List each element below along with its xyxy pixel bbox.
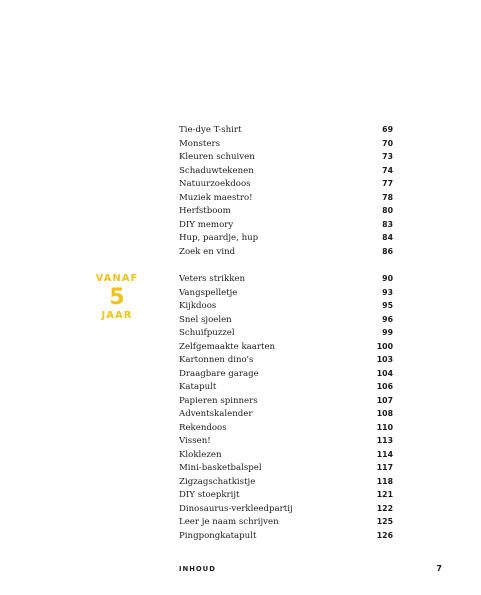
toc-entry-page-number: 103 [376,355,393,364]
toc-entry-title: Mini-basketbalspel [179,463,262,473]
toc-entry-title: Tie-dye T-shirt [179,125,242,135]
toc-entry-title: Vissen! [179,436,211,446]
toc-entry-page-number: 122 [376,503,393,513]
toc-entry [179,394,393,408]
toc-entry-title: Zoek en vind [179,246,236,257]
toc-entry-title: Zigzagschatkistje [179,476,256,487]
toc-entry-title: Draagbare garage [179,368,259,379]
toc-entry-title: DIY memory [179,219,234,230]
toc-entry-title: Schuifpuzzel [179,328,235,338]
toc-entry-page-number: 118 [376,476,393,486]
toc-entry-title: Monsters [179,138,220,149]
toc-entry-page-number: 73 [382,152,393,161]
toc-entry [179,177,393,191]
toc-entry [179,502,393,516]
toc-entry-title: Kartonnen dino's [179,355,254,365]
toc-entry-page-number: 113 [376,436,393,445]
toc-entry-title: Kijkdoos [179,301,217,311]
toc-entry-page-number: 95 [382,301,393,310]
toc-entry [179,218,393,232]
toc-entry-page-number: 106 [376,382,393,391]
toc-entry [179,488,393,502]
age-section-label [90,272,144,322]
toc-entry-page-number: 77 [382,179,393,188]
toc-entry-page-number: 86 [382,246,393,256]
toc-entry [179,515,393,529]
toc-group-age-5 [179,272,393,542]
toc-entry [179,353,393,367]
toc-entry-title: Kleuren schuiven [179,152,255,162]
toc-entry [179,204,393,218]
toc-entry-title: Snel sjoelen [179,314,232,325]
toc-entry-page-number: 108 [376,409,393,418]
toc-entry-title: Rekendoos [179,422,227,433]
toc-entry-page-number: 99 [382,328,393,337]
toc-entry [179,123,393,137]
toc-entry-page-number: 80 [382,206,393,215]
toc-entry-page-number: 74 [382,165,393,175]
toc-entry-page-number: 121 [376,490,393,499]
toc-entry-title: Muziek maestro! [179,192,253,203]
toc-entry-title: Papieren spinners [179,395,258,406]
toc-entry [179,461,393,475]
toc-entry-page-number: 100 [376,341,393,351]
toc-entry-title: Vangspelletje [179,287,238,298]
toc-entry [179,475,393,489]
toc-entry [179,421,393,435]
toc-entry-page-number: 126 [376,530,393,540]
toc-entry-title: Katapult [179,382,217,392]
footer-section-label: INHOUD [179,565,216,573]
toc-entry [179,150,393,164]
age-number: 5 [109,285,125,310]
toc-entry-title: Leer je naam schrijven [179,517,279,527]
toc-entry-title: Schaduwtekenen [179,165,254,176]
toc-entry-title: DIY stoepkrijt [179,490,240,500]
age-unit-label: JAAR [101,310,133,321]
toc-entry-page-number: 83 [382,219,393,229]
toc-entry-page-number: 93 [382,287,393,297]
age-from-label: VANAF [95,273,139,284]
toc-entry-page-number: 117 [376,463,393,472]
toc-entry [179,313,393,327]
toc-entry-title: Hup, paardje, hup [179,233,259,243]
toc-entry-title: Dinosaurus-verkleedpartij [179,503,293,514]
toc-entry-page-number: 70 [382,138,393,148]
toc-entry-page-number: 104 [376,368,393,378]
toc-entry [179,380,393,394]
toc-entry-page-number: 84 [382,233,393,242]
toc-entry-title: Pingpongkatapult [179,530,257,541]
toc-entry [179,326,393,340]
toc-entry [179,529,393,543]
toc-entry-page-number: 107 [376,395,393,405]
toc-entry-page-number: 125 [376,517,393,526]
toc-entry [179,286,393,300]
toc-entry-page-number: 78 [382,192,393,202]
toc-entry-title: Kloklezen [179,449,222,460]
toc-entry [179,367,393,381]
toc-entry-title: Adventskalender [179,409,253,419]
toc-group-activities-1 [179,123,393,258]
toc-entry-title: Zelfgemaakte kaarten [179,341,276,352]
toc-entry [179,448,393,462]
toc-entry [179,164,393,178]
toc-entry-title: Herfstboom [179,206,231,216]
toc-entry [179,231,393,245]
toc-entry [179,340,393,354]
toc-entry-page-number: 96 [382,314,393,324]
toc-entry [179,137,393,151]
toc-entry-page-number: 114 [376,449,393,459]
toc-entry-title: Veters strikken [179,274,246,284]
toc-entry-page-number: 69 [382,125,393,134]
toc-entry-title: Natuurzoekdoos [179,179,251,189]
toc-entry [179,245,393,259]
footer-page-number: 7 [436,564,442,573]
toc-entry [179,191,393,205]
toc-entry-page-number: 90 [382,274,393,283]
toc-entry-page-number: 110 [376,422,393,432]
toc-entry [179,272,393,286]
toc-entry [179,299,393,313]
toc-entry [179,407,393,421]
toc-entry [179,434,393,448]
